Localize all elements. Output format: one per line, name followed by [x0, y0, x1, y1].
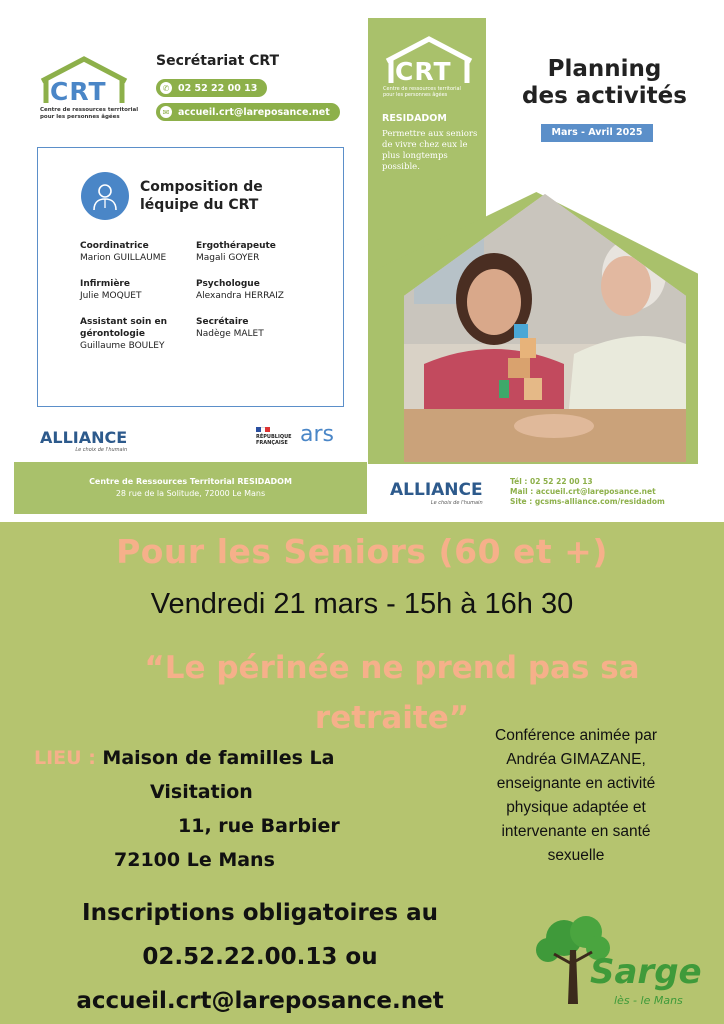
- crt-acronym: CRT: [50, 77, 107, 106]
- speaker-info: Conférence animée par Andréa GIMAZANE, enseignante en activité physique adaptée et intervenante en santé sexuelle: [495, 727, 657, 864]
- address-line2: 28 rue de la Solitude, 72000 Le Mans: [115, 489, 266, 498]
- team-title-line2: léquipe du CRT: [140, 197, 259, 213]
- location-line1: Maison de familles La: [102, 747, 335, 769]
- registration-email: accueil.crt@lareposance.net: [76, 988, 444, 1014]
- location-label: LIEU :: [34, 747, 96, 769]
- phone-pill: [156, 79, 267, 97]
- residadom-title: RESIDADOM: [382, 113, 447, 124]
- member-ergotherapeute: Ergothérapeute Magali GOYER: [196, 241, 276, 263]
- crt-address-strip: [14, 462, 367, 514]
- registration-phone: 02.52.22.00.13 ou: [142, 944, 378, 970]
- planning-title: Planning des activités: [522, 56, 687, 109]
- residadom-contact: [510, 477, 665, 507]
- secretariat-title: Secrétariat CRT: [156, 53, 280, 69]
- member-psychologue: Psychologue Alexandra HERRAIZ: [196, 279, 284, 301]
- crt-logo-right: [383, 35, 475, 107]
- alliance-logo-right: ALLIANCE Le choix de l'humain: [390, 480, 483, 506]
- phone-icon: ✆: [160, 82, 172, 94]
- audience-headline: Pour les Seniors (60 et +): [116, 532, 608, 571]
- crt-acronym-right: CRT: [395, 57, 452, 86]
- crt-logo-line2: pour les personnes âgées: [40, 114, 120, 120]
- member-assistant-soin: Assistant soin en gérontologie Guillaume BOULEY: [80, 317, 168, 351]
- address-line1: Centre de Ressources Territorial RESIDADOM: [89, 477, 292, 486]
- crt-logo-right-line1: Centre de ressources territorial: [383, 86, 461, 92]
- crt-logo-left: [38, 55, 139, 127]
- crt-logo-line1: Centre de ressources territorial: [40, 107, 139, 113]
- event-title: “Le périnée ne prend pas sa retraite”: [144, 650, 640, 736]
- member-secretaire: Secrétaire Nadège MALET: [196, 317, 264, 339]
- republique-logo: RÉPUBLIQUE FRANÇAISE: [256, 427, 296, 446]
- location-line4: 72100 Le Mans: [114, 849, 275, 871]
- secretariat-phone: 02 52 22 00 13: [178, 82, 258, 94]
- sarge-name: Sarge: [590, 952, 702, 992]
- member-infirmiere: Infirmière Julie MOQUET: [80, 279, 142, 301]
- planning-dates: Mars - Avril 2025: [541, 124, 653, 142]
- registration-line1: Inscriptions obligatoires au: [82, 900, 438, 926]
- mail-icon: ✉: [160, 106, 172, 118]
- sarge-sub: lès - le Mans: [614, 994, 683, 1007]
- contact-site: Site : gcsms-alliance.com/residadom: [510, 497, 665, 506]
- event-datetime: Vendredi 21 mars - 15h à 16h 30: [150, 588, 574, 620]
- team-title: [140, 178, 310, 214]
- ars-logo: ars: [300, 422, 334, 447]
- alliance-logo-left: ALLIANCE Le choix de l'humain: [40, 428, 128, 453]
- crt-logo-right-line2: pour les personnes âgées: [383, 92, 448, 98]
- team-box: [37, 147, 344, 407]
- location-line3: 11, rue Barbier: [178, 815, 340, 837]
- residadom-description: Permettre aux seniors de vivre chez eux le plus longtemps possible.: [382, 129, 478, 172]
- sarge-logo: [532, 914, 704, 1014]
- email-pill: [156, 103, 340, 121]
- location-line2: Visitation: [150, 781, 253, 803]
- event-location: [34, 741, 340, 877]
- contact-mail: Mail : accueil.crt@lareposance.net: [510, 487, 656, 496]
- member-coordinatrice: Coordinatrice Marion GUILLAUME: [80, 241, 167, 263]
- contact-tel: Tél : 02 52 22 00 13: [510, 477, 593, 486]
- secretariat-email: accueil.crt@lareposance.net: [178, 106, 330, 118]
- team-title-line1: Composition de: [140, 179, 263, 195]
- team-person-icon: [81, 172, 129, 220]
- registration-info: [0, 891, 520, 1023]
